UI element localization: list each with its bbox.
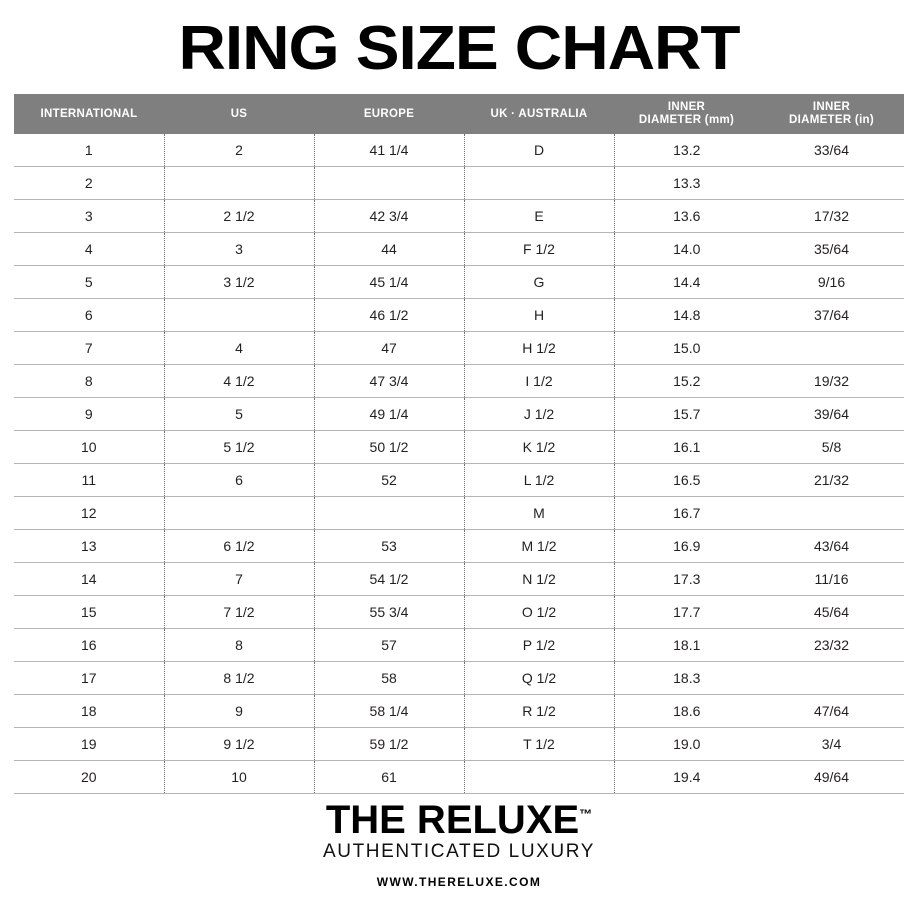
cell-us: 8 1/2 [164,662,314,695]
cell-inner-diameter-mm: 14.4 [614,266,759,299]
table-row [14,695,904,728]
cell-inner-diameter-in: 35/64 [759,233,904,266]
cell-uk-australia: R 1/2 [464,695,614,728]
cell-uk-australia: Q 1/2 [464,662,614,695]
cell-inner-diameter-mm: 13.3 [614,167,759,200]
page-title: RING SIZE CHART [178,14,740,83]
cell-uk-australia: F 1/2 [464,233,614,266]
cell-international: 8 [14,365,164,398]
cell-inner-diameter-in [759,332,904,365]
cell-europe: 42 3/4 [314,200,464,233]
cell-europe: 50 1/2 [314,431,464,464]
cell-international: 4 [14,233,164,266]
cell-inner-diameter-in: 21/32 [759,464,904,497]
cell-us: 4 1/2 [164,365,314,398]
table-row [14,134,904,167]
cell-europe: 54 1/2 [314,563,464,596]
table-row [14,662,904,695]
cell-europe: 61 [314,761,464,794]
cell-international: 9 [14,398,164,431]
cell-uk-australia: H 1/2 [464,332,614,365]
cell-inner-diameter-mm: 13.6 [614,200,759,233]
cell-inner-diameter-in: 11/16 [759,563,904,596]
cell-inner-diameter-in [759,497,904,530]
table-row [14,233,904,266]
cell-inner-diameter-in: 23/32 [759,629,904,662]
cell-uk-australia: G [464,266,614,299]
cell-us: 6 1/2 [164,530,314,563]
cell-uk-australia: N 1/2 [464,563,614,596]
cell-inner-diameter-in: 43/64 [759,530,904,563]
table-row [14,761,904,794]
cell-us: 5 1/2 [164,431,314,464]
column-header-international-line1: INTERNATIONAL [40,107,138,120]
cell-inner-diameter-mm: 19.0 [614,728,759,761]
table-row [14,530,904,563]
column-header-europe [314,94,464,134]
cell-international: 16 [14,629,164,662]
cell-inner-diameter-in: 17/32 [759,200,904,233]
cell-europe: 45 1/4 [314,266,464,299]
cell-international: 18 [14,695,164,728]
cell-inner-diameter-in: 3/4 [759,728,904,761]
cell-inner-diameter-in: 5/8 [759,431,904,464]
column-header-inner-diameter-mm [614,94,759,134]
cell-inner-diameter-in: 47/64 [759,695,904,728]
cell-inner-diameter-mm: 15.7 [614,398,759,431]
table-header-row [14,94,904,134]
table-row [14,365,904,398]
cell-inner-diameter-mm: 18.1 [614,629,759,662]
cell-inner-diameter-mm: 18.3 [614,662,759,695]
cell-uk-australia: E [464,200,614,233]
table-row [14,299,904,332]
cell-europe: 58 [314,662,464,695]
column-header-europe-line1: EUROPE [363,107,415,120]
table-row [14,200,904,233]
cell-inner-diameter-mm: 16.9 [614,530,759,563]
cell-europe: 49 1/4 [314,398,464,431]
table-row [14,629,904,662]
cell-europe: 52 [314,464,464,497]
cell-europe: 55 3/4 [314,596,464,629]
cell-europe [314,497,464,530]
cell-international: 10 [14,431,164,464]
cell-uk-australia: M [464,497,614,530]
column-header-inner-diameter-mm-line2: DIAMETER (mm) [638,114,735,127]
table-row [14,464,904,497]
cell-international: 3 [14,200,164,233]
cell-inner-diameter-mm: 15.2 [614,365,759,398]
column-header-us [164,94,314,134]
table-row [14,596,904,629]
cell-inner-diameter-in: 45/64 [759,596,904,629]
cell-us: 2 [164,134,314,167]
cell-inner-diameter-in: 39/64 [759,398,904,431]
cell-international: 5 [14,266,164,299]
cell-international: 19 [14,728,164,761]
cell-uk-australia: O 1/2 [464,596,614,629]
cell-international: 11 [14,464,164,497]
cell-us: 9 1/2 [164,728,314,761]
cell-uk-australia: J 1/2 [464,398,614,431]
cell-international: 1 [14,134,164,167]
table-row [14,266,904,299]
column-header-inner-diameter-in-line2: DIAMETER (in) [788,114,875,127]
table-row [14,398,904,431]
cell-us: 10 [164,761,314,794]
cell-uk-australia: P 1/2 [464,629,614,662]
cell-uk-australia: M 1/2 [464,530,614,563]
column-header-inner-diameter-mm-line1: INNER [667,101,706,113]
brand-website: WWW.THERELUXE.COM [376,875,542,890]
cell-inner-diameter-in: 19/32 [759,365,904,398]
cell-inner-diameter-mm: 16.1 [614,431,759,464]
cell-inner-diameter-mm: 13.2 [614,134,759,167]
cell-inner-diameter-mm: 14.0 [614,233,759,266]
cell-inner-diameter-mm: 14.8 [614,299,759,332]
footer [0,800,918,889]
cell-us: 8 [164,629,314,662]
cell-us: 7 1/2 [164,596,314,629]
cell-international: 2 [14,167,164,200]
cell-international: 15 [14,596,164,629]
cell-us: 9 [164,695,314,728]
cell-uk-australia: L 1/2 [464,464,614,497]
cell-inner-diameter-in: 37/64 [759,299,904,332]
cell-us: 4 [164,332,314,365]
cell-uk-australia [464,167,614,200]
table-row [14,497,904,530]
cell-inner-diameter-mm: 15.0 [614,332,759,365]
cell-europe: 53 [314,530,464,563]
cell-uk-australia: T 1/2 [464,728,614,761]
cell-europe: 47 [314,332,464,365]
cell-us: 3 1/2 [164,266,314,299]
column-header-inner-diameter-in-line1: INNER [812,101,851,113]
cell-international: 20 [14,761,164,794]
cell-international: 14 [14,563,164,596]
cell-inner-diameter-mm: 17.7 [614,596,759,629]
cell-europe: 58 1/4 [314,695,464,728]
column-header-international [14,94,164,134]
cell-international: 17 [14,662,164,695]
cell-uk-australia [464,761,614,794]
table-row [14,431,904,464]
cell-uk-australia: I 1/2 [464,365,614,398]
brand-tagline: AUTHENTICATED LUXURY [323,841,595,863]
column-header-us-line1: US [230,107,248,120]
cell-international: 13 [14,530,164,563]
table-row [14,728,904,761]
table-row [14,167,904,200]
trademark-symbol: ™ [579,807,593,823]
cell-uk-australia: K 1/2 [464,431,614,464]
cell-inner-diameter-in: 49/64 [759,761,904,794]
cell-inner-diameter-in [759,167,904,200]
cell-europe: 41 1/4 [314,134,464,167]
cell-europe: 46 1/2 [314,299,464,332]
cell-uk-australia: D [464,134,614,167]
cell-inner-diameter-in: 33/64 [759,134,904,167]
cell-europe: 44 [314,233,464,266]
cell-us: 2 1/2 [164,200,314,233]
cell-us: 6 [164,464,314,497]
brand-logo [325,798,593,843]
cell-us [164,497,314,530]
cell-international: 6 [14,299,164,332]
cell-international: 12 [14,497,164,530]
cell-us: 7 [164,563,314,596]
cell-inner-diameter-in [759,662,904,695]
cell-us: 5 [164,398,314,431]
brand-name: THE RELUXE [325,798,580,843]
cell-europe: 59 1/2 [314,728,464,761]
table-body [14,134,904,794]
column-header-uk-australia [464,94,614,134]
cell-inner-diameter-mm: 16.7 [614,497,759,530]
cell-europe: 57 [314,629,464,662]
cell-inner-diameter-mm: 17.3 [614,563,759,596]
column-header-inner-diameter-in [759,94,904,134]
cell-inner-diameter-mm: 16.5 [614,464,759,497]
cell-international: 7 [14,332,164,365]
cell-inner-diameter-mm: 18.6 [614,695,759,728]
cell-us: 3 [164,233,314,266]
cell-us [164,299,314,332]
cell-europe: 47 3/4 [314,365,464,398]
table-row [14,332,904,365]
column-header-uk-australia-line1: UK · AUSTRALIA [490,107,588,120]
cell-uk-australia: H [464,299,614,332]
cell-inner-diameter-in: 9/16 [759,266,904,299]
ring-size-table [14,94,904,794]
cell-inner-diameter-mm: 19.4 [614,761,759,794]
table-row [14,563,904,596]
cell-europe [314,167,464,200]
cell-us [164,167,314,200]
